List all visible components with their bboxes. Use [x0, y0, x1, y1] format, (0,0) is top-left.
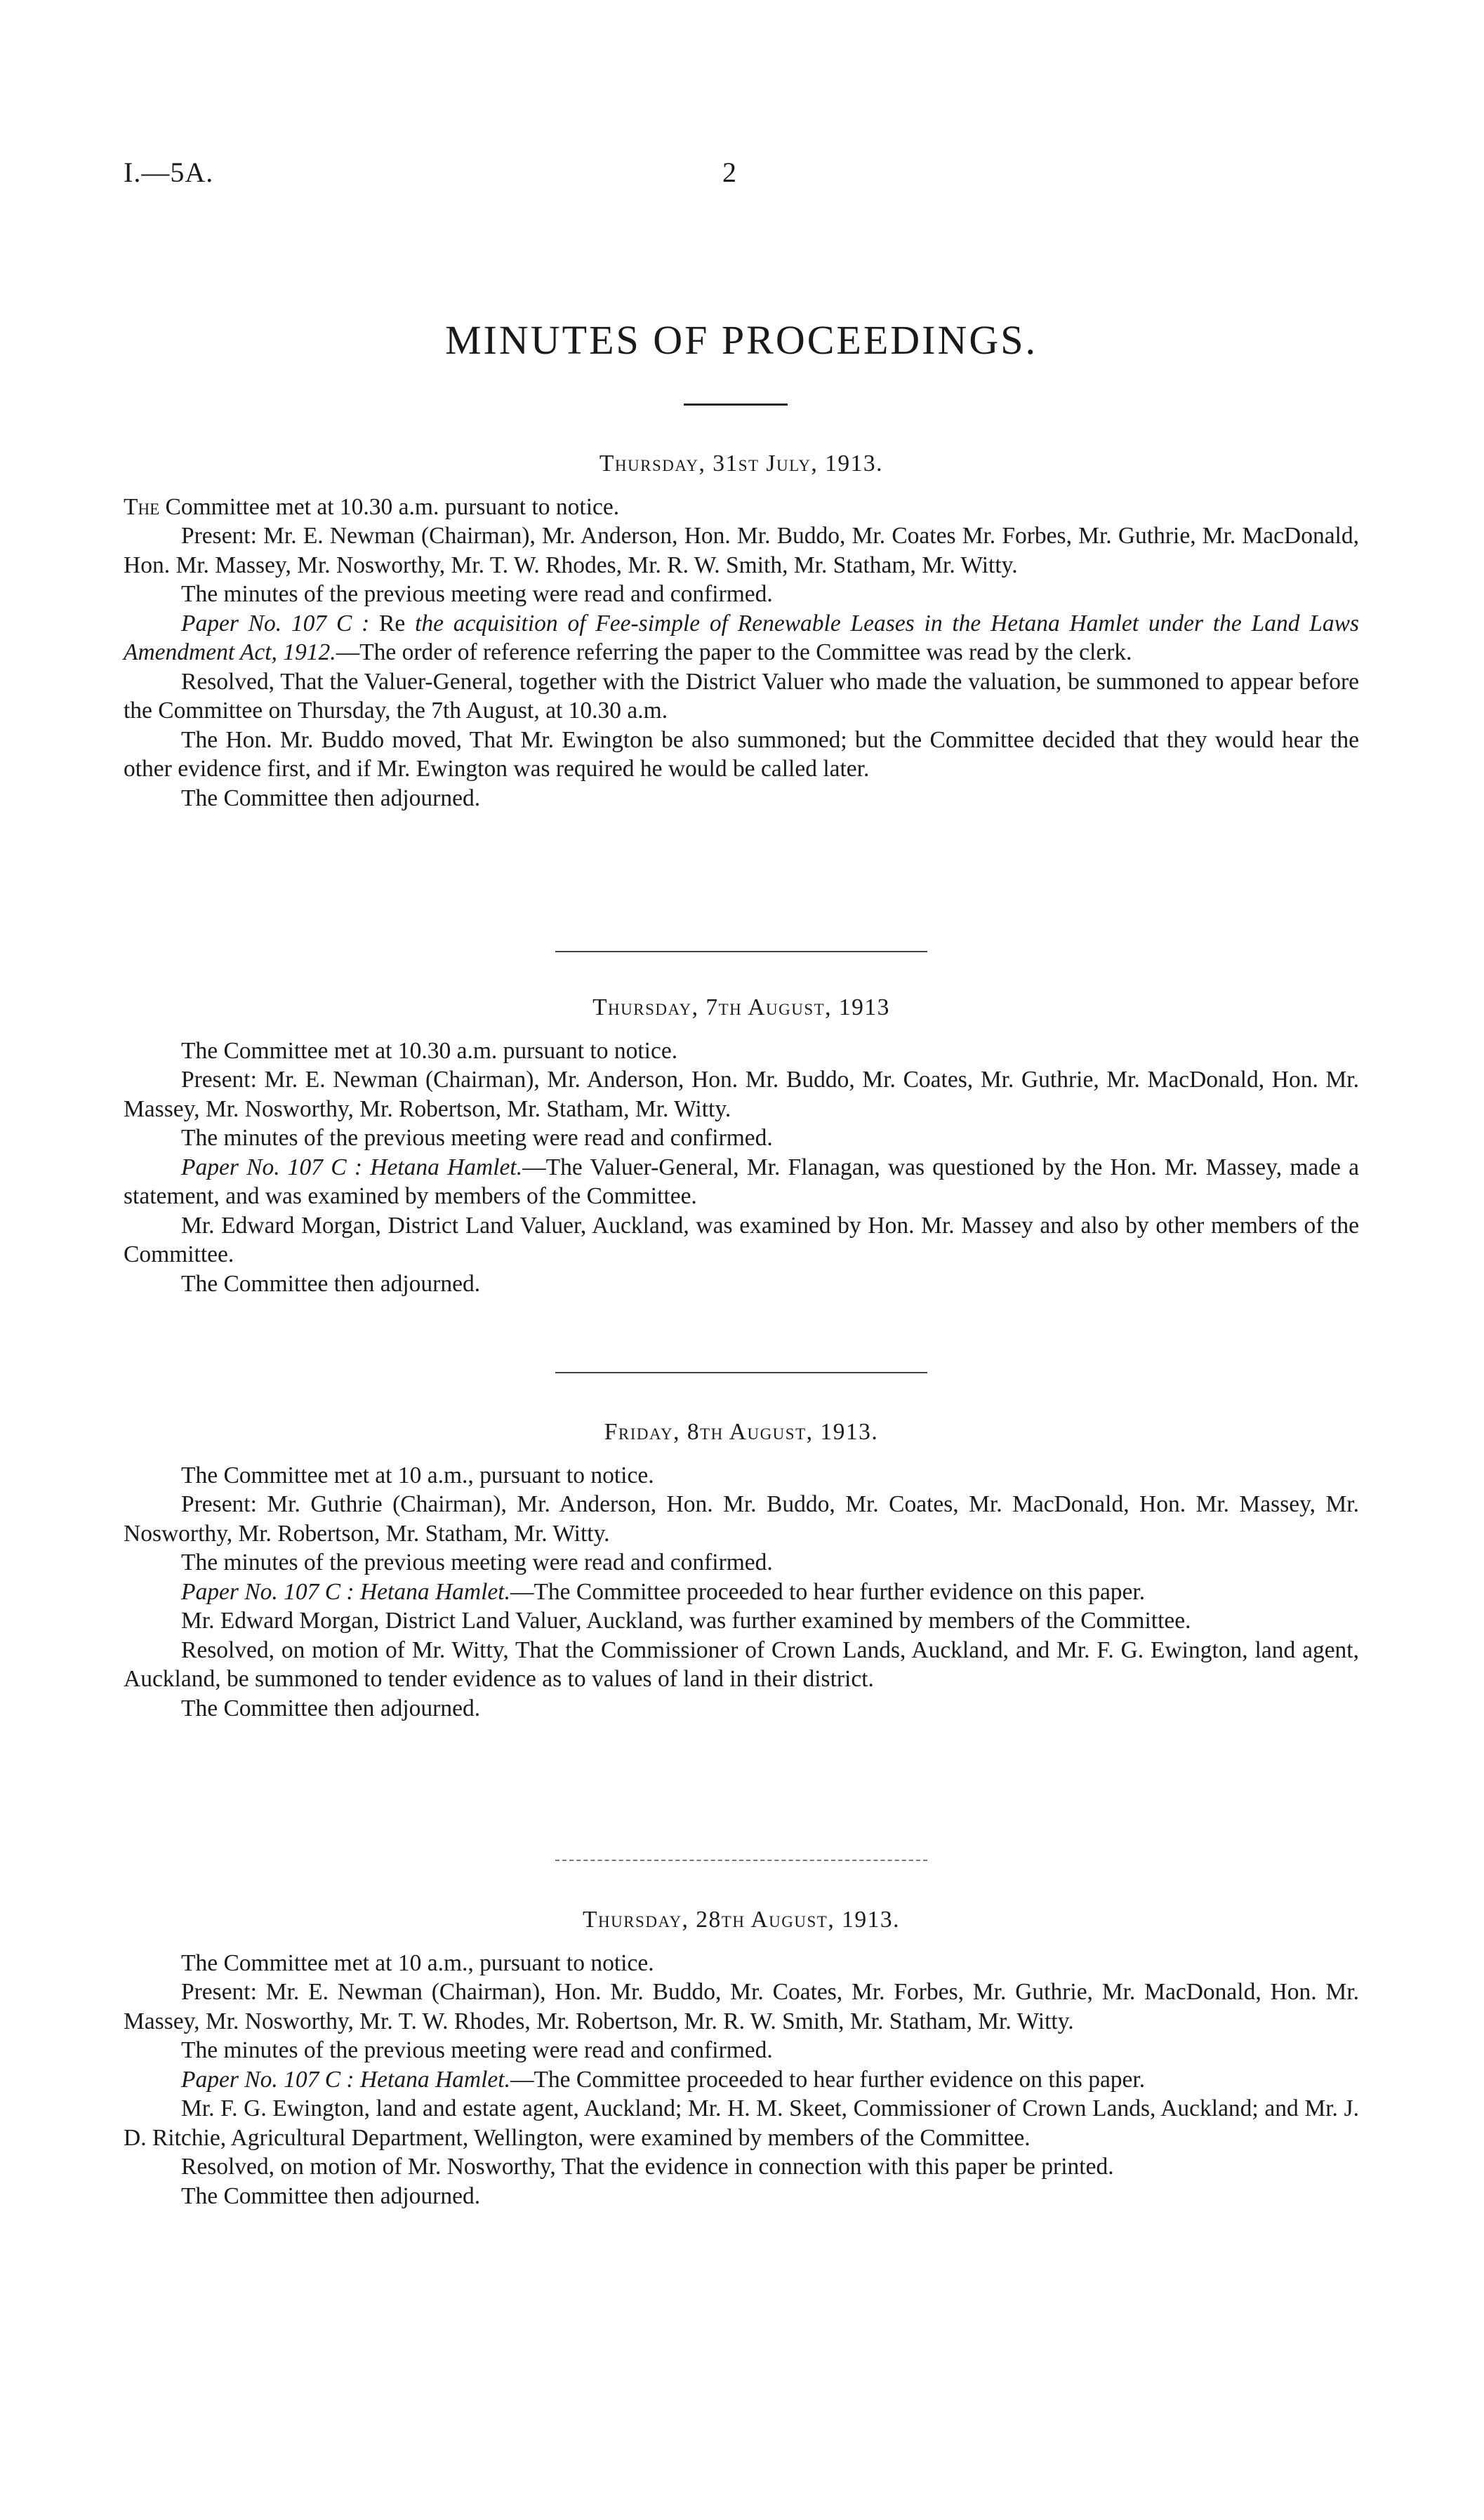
- present-members: Present: Mr. E. Newman (Chairman), Mr. Anderson, Hon. Mr. Buddo, Mr. Coates Mr. Forbes, Mr. Guthrie, Mr. MacDonald, Hon. Mr. Massey, Mr. Nosworthy, Mr. T. W. Rhodes, Mr. R. W. Smith, Mr. Statham, Mr. Witty.: [124, 523, 1359, 578]
- previous-minutes: The minutes of the previous meeting were read and confirmed.: [181, 1549, 773, 1575]
- meeting-opening: The Committee met at 10 a.m., pursuant to notice.: [181, 1949, 654, 1976]
- paper-re: Re: [369, 610, 416, 636]
- present-members: Present: Mr. Guthrie (Chairman), Mr. Anderson, Hon. Mr. Buddo, Mr. Coates, Mr. MacDonald, Hon. Mr. Massey, Mr. Nosworthy, Mr. Robertson, Mr. Statham, Mr. Witty.: [124, 1491, 1359, 1547]
- resolution: Resolved, That the Valuer-General, together with the District Valuer who made the valuation, be summoned to appear before the Committee on Thursday, the 7th August, at 10.30 a.m.: [124, 668, 1359, 724]
- opening-rest: Committee met at 10.30 a.m. pursuant to notice.: [159, 493, 620, 520]
- previous-minutes: The minutes of the previous meeting were read and confirmed.: [181, 2037, 773, 2063]
- meeting-date: Thursday, 28th August, 1913.: [583, 1907, 900, 1933]
- paper-rest: —The Valuer-General, Mr. Flanagan, was questioned by the Hon. Mr. Massey, made a statement, and was examined by members of the Committee.: [124, 1154, 1359, 1209]
- evidence: Mr. F. G. Ewington, land and estate agent, Auckland; Mr. H. M. Skeet, Commissioner of Crown Lands, Auckland; and Mr. J. D. Ritchie, Agricultural Department, Wellington, were examined by members of the Committee.: [124, 2095, 1359, 2151]
- paper-item: [124, 2065, 1359, 2095]
- previous-minutes: The minutes of the previous meeting were read and confirmed.: [181, 1125, 773, 1151]
- resolution: Resolved, on motion of Mr. Nosworthy, That the evidence in connection with this paper be printed.: [181, 2154, 1114, 2180]
- page-header: [124, 156, 1359, 198]
- page-title: MINUTES OF PROCEEDINGS.: [444, 317, 1038, 363]
- paper-label: Paper No. 107 C : Hetana Hamlet.: [181, 1154, 523, 1180]
- resolution: Resolved, on motion of Mr. Witty, That the Commissioner of Crown Lands, Auckland, and Mr. F. G. Ewington, land agent, Auckland, be summoned to tender evidence as to values of land in their district.: [124, 1636, 1359, 1692]
- document-reference: I.—5A.: [124, 156, 214, 188]
- evidence: Mr. Edward Morgan, District Land Valuer, Auckland, was examined by Hon. Mr. Massey and also by other members of the Committee.: [124, 1212, 1359, 1267]
- minutes-section-4: [124, 1905, 1359, 2211]
- adjournment: The Committee then adjourned.: [181, 785, 481, 811]
- document-page: [124, 0, 1359, 2520]
- present-members: Present: Mr. E. Newman (Chairman), Mr. Anderson, Hon. Mr. Buddo, Mr. Coates, Mr. Guthrie, Mr. MacDonald, Hon. Mr. Massey, Mr. Nosworthy, Mr. Robertson, Mr. Statham, Mr. Witty.: [124, 1067, 1359, 1122]
- section-separator: [555, 951, 927, 952]
- paper-rest: —The order of reference referring the paper to the Committee was read by the clerk.: [336, 639, 1132, 665]
- evidence: Mr. Edward Morgan, District Land Valuer, Auckland, was further examined by members of the Committee.: [181, 1608, 1191, 1634]
- section-separator: [555, 1860, 927, 1861]
- meeting-opening: [124, 493, 1359, 522]
- minutes-section-1: [124, 449, 1359, 813]
- adjournment: The Committee then adjourned.: [181, 2182, 481, 2209]
- meeting-date: Friday, 8th August, 1913.: [604, 1419, 879, 1445]
- meeting-date: Thursday, 7th August, 1913: [592, 994, 890, 1020]
- previous-minutes: The minutes of the previous meeting were read and confirmed.: [181, 581, 773, 607]
- minutes-section-2: [124, 993, 1359, 1298]
- paper-title: the acquisition of Fee-simple of Renewable Leases in the Hetana Hamlet under the Land Laws Amendment Act, 1912.: [124, 610, 1359, 665]
- meeting-opening: The Committee met at 10.30 a.m. pursuant to notice.: [181, 1037, 678, 1064]
- opening-lead: The: [124, 493, 160, 520]
- adjournment: The Committee then adjourned.: [181, 1270, 481, 1297]
- paper-rest: —The Committee proceeded to hear further evidence on this paper.: [510, 1578, 1146, 1605]
- paper-item: [124, 1578, 1359, 1607]
- paper-label: Paper No. 107 C : Hetana Hamlet.: [181, 2066, 510, 2093]
- paper-label: Paper No. 107 C :: [181, 610, 370, 636]
- paper-item: [124, 1153, 1359, 1211]
- adjournment: The Committee then adjourned.: [181, 1695, 481, 1721]
- paper-label: Paper No. 107 C : Hetana Hamlet.: [181, 1578, 510, 1605]
- motion: The Hon. Mr. Buddo moved, That Mr. Ewington be also summoned; but the Committee decided that they would hear the other evidence first, and if Mr. Ewington was required he would be called later.: [124, 726, 1359, 782]
- section-separator: [555, 1372, 927, 1373]
- meeting-opening: The Committee met at 10 a.m., pursuant to notice.: [181, 1462, 654, 1488]
- minutes-section-3: [124, 1418, 1359, 1723]
- paper-item: [124, 609, 1359, 667]
- title-rule: [684, 404, 788, 406]
- page-number: 2: [722, 156, 736, 188]
- paper-rest: —The Committee proceeded to hear further evidence on this paper.: [510, 2066, 1146, 2093]
- meeting-date: Thursday, 31st July, 1913.: [599, 451, 884, 476]
- present-members: Present: Mr. E. Newman (Chairman), Hon. Mr. Buddo, Mr. Coates, Mr. Forbes, Mr. Guthrie, Mr. MacDonald, Hon. Mr. Massey, Mr. Nosworthy, Mr. T. W. Rhodes, Mr. Robertson, Mr. R. W. Smith, Mr. Statham, Mr. Witty.: [124, 1979, 1359, 2034]
